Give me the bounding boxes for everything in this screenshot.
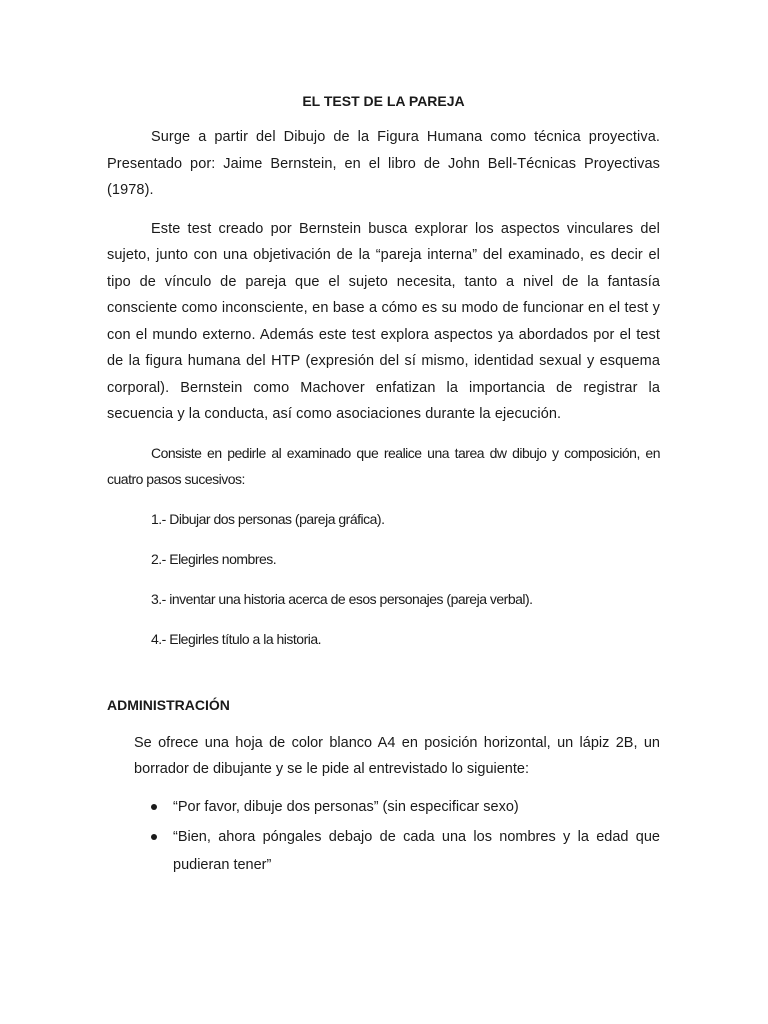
- document-page: [107, 88, 660, 881]
- bullet-item-2: [134, 823, 660, 879]
- step-item-2: 2.- Elegirles nombres.: [151, 550, 277, 567]
- intro-paragraph-3: Consiste en pedirle al examinado que realice una tarea dw dibujo y composición, en cuatro pasos sucesivos:: [107, 444, 660, 487]
- bullet-text-1: “Por favor, dibuje dos personas” (sin especificar sexo): [173, 798, 519, 815]
- bullet-item-1: [134, 793, 660, 821]
- administration-paragraph: Se ofrece una hoja de color blanco A4 en posición horizontal, un lápiz 2B, un borrador de dibujante y se le pide al entrevistado lo siguiente:: [134, 734, 660, 777]
- steps-list: [107, 506, 660, 652]
- step-item-1: 1.- Dibujar dos personas (pareja gráfica).: [151, 510, 385, 527]
- instructions-bullet-list: [134, 793, 660, 879]
- bullet-dot-icon: [151, 804, 157, 810]
- intro-paragraph-1: Surge a partir del Dibujo de la Figura Humana como técnica proyectiva. Presentado por: Jaime Bernstein, en el libro de John Bell-Técnicas Proyectivas (1978).: [107, 129, 660, 198]
- administration-heading: ADMINISTRACIÓN: [107, 696, 230, 713]
- intro-paragraph-2: Este test creado por Bernstein busca explorar los aspectos vinculares del sujeto, junto con una objetivación de la “pareja interna” del examinado, es decir el tipo de vínculo de pareja que el sujeto necesita, tanto a nivel de la fantasía consciente como inconsciente, en base a cómo es su modo de funcionar en el test y con el mundo externo. Además este test explora aspectos ya abordados por el test de la figura humana del HTP (expresión del sí mismo, identidad sexual y esquema corporal). Bernstein como Machover enfatizan la importancia de registrar la secuencia y la conducta, así como asociaciones durante la ejecución.: [107, 220, 660, 422]
- bullet-text-2: “Bien, ahora póngales debajo de cada una los nombres y la edad que pudieran tener”: [173, 828, 660, 873]
- step-item-3: 3.- inventar una historia acerca de esos personajes (pareja verbal).: [151, 590, 533, 607]
- document-title: EL TEST DE LA PAREJA: [302, 93, 465, 109]
- bullet-dot-icon: [151, 834, 157, 840]
- step-item-4: 4.- Elegirles título a la historia.: [151, 630, 322, 647]
